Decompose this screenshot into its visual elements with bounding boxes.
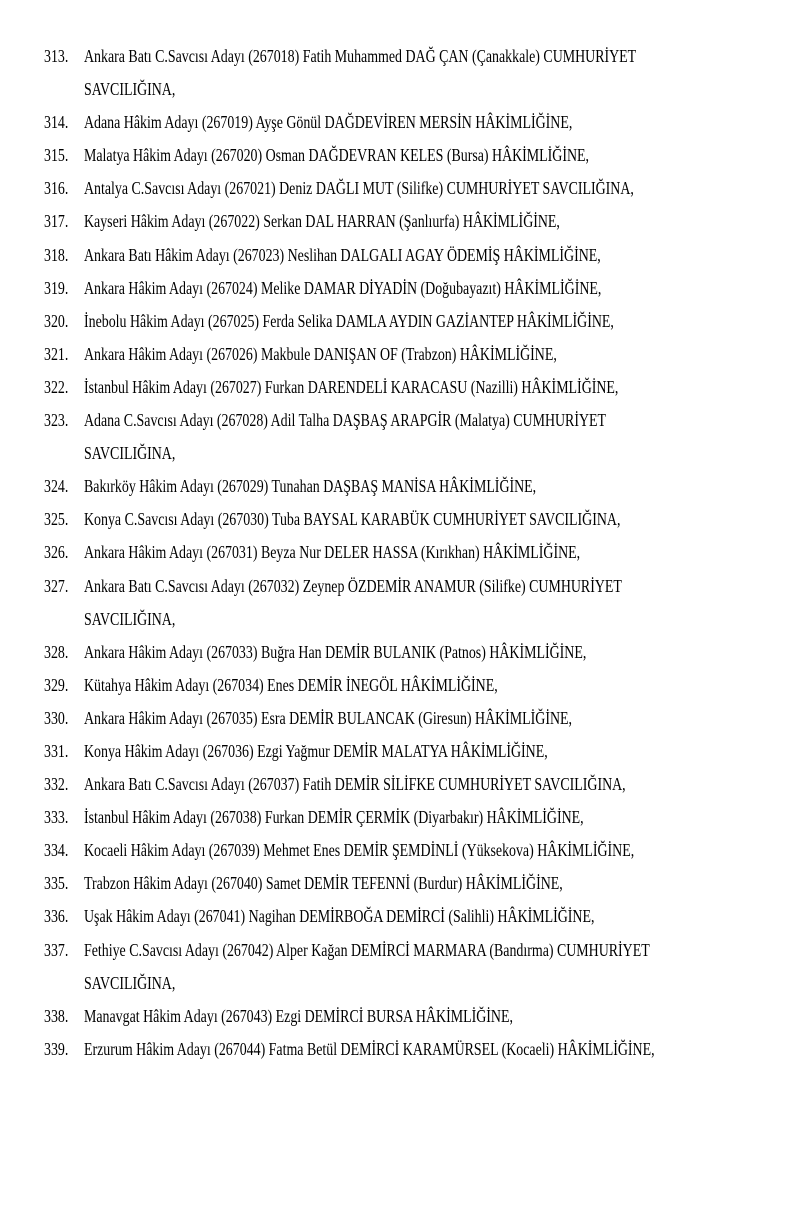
list-item-number: 326. bbox=[44, 542, 69, 563]
list-item bbox=[0, 873, 798, 893]
list-item bbox=[0, 940, 798, 993]
list-item bbox=[0, 542, 798, 562]
list-item bbox=[0, 708, 798, 728]
list-item-text: Konya C.Savcısı Adayı (267030) Tuba BAYSAL KARABÜK CUMHURİYET SAVCILIĞINA, bbox=[84, 509, 621, 530]
list-item-text: Bakırköy Hâkim Adayı (267029) Tunahan DAŞBAŞ MANİSA HÂKİMLİĞİNE, bbox=[84, 476, 537, 497]
list-item-text: Kayseri Hâkim Adayı (267022) Serkan DAL HARRAN (Şanlıurfa) HÂKİMLİĞİNE, bbox=[84, 211, 560, 232]
list-item-text: Ankara Hâkim Adayı (267031) Beyza Nur DELER HASSA (Kırıkhan) HÂKİMLİĞİNE, bbox=[84, 542, 581, 563]
list-item-text: Ankara Batı C.Savcısı Adayı (267032) Zeynep ÖZDEMİR ANAMUR (Silifke) CUMHURİYET bbox=[84, 575, 622, 596]
list-item-number: 336. bbox=[44, 906, 69, 927]
list-item-number: 318. bbox=[44, 244, 69, 265]
list-item bbox=[0, 476, 798, 496]
list-item-number: 331. bbox=[44, 740, 69, 761]
list-item-number: 338. bbox=[44, 1005, 69, 1026]
list-item-number: 315. bbox=[44, 145, 69, 166]
list-item-text-continuation: SAVCILIĞINA, bbox=[84, 79, 176, 100]
list-item-text-continuation: SAVCILIĞINA, bbox=[84, 608, 176, 629]
list-item-number: 333. bbox=[44, 807, 69, 828]
list-item-text: Ankara Batı C.Savcısı Adayı (267037) Fatih DEMİR SİLİFKE CUMHURİYET SAVCILIĞINA, bbox=[84, 774, 626, 795]
list-item-number: 337. bbox=[44, 939, 69, 960]
list-item-text: Kütahya Hâkim Adayı (267034) Enes DEMİR İNEGÖL HÂKİMLİĞİNE, bbox=[84, 674, 498, 695]
list-item bbox=[0, 112, 798, 132]
list-item-number: 314. bbox=[44, 112, 69, 133]
list-item-number: 327. bbox=[44, 575, 69, 596]
list-item-number: 329. bbox=[44, 674, 69, 695]
list-item-number: 313. bbox=[44, 46, 69, 66]
list-item-text: Ankara Batı Hâkim Adayı (267023) Neslihan DALGALI AGAY ÖDEMİŞ HÂKİMLİĞİNE, bbox=[84, 244, 601, 265]
list-item-number: 332. bbox=[44, 774, 69, 795]
list-item-number: 325. bbox=[44, 509, 69, 530]
list-item-text: Ankara Hâkim Adayı (267024) Melike DAMAR DİYADİN (Doğubayazıt) HÂKİMLİĞİNE, bbox=[84, 277, 602, 298]
list-item-number: 321. bbox=[44, 343, 69, 364]
list-item bbox=[0, 576, 798, 629]
list-item bbox=[0, 774, 798, 794]
list-item-text: Ankara Hâkim Adayı (267033) Buğra Han DEMİR BULANIK (Patnos) HÂKİMLİĞİNE, bbox=[84, 641, 587, 662]
list-item-text: İstanbul Hâkim Adayı (267027) Furkan DARENDELİ KARACASU (Nazilli) HÂKİMLİĞİNE, bbox=[84, 376, 619, 397]
list-item bbox=[0, 211, 798, 231]
list-item bbox=[0, 377, 798, 397]
list-item-text: Adana Hâkim Adayı (267019) Ayşe Gönül DAĞDEVİREN MERSİN HÂKİMLİĞİNE, bbox=[84, 112, 573, 133]
list-item bbox=[0, 642, 798, 662]
list-item bbox=[0, 807, 798, 827]
list-item-number: 330. bbox=[44, 707, 69, 728]
list-item bbox=[0, 46, 798, 99]
list-item-number: 317. bbox=[44, 211, 69, 232]
list-item-number: 322. bbox=[44, 376, 69, 397]
list-item-number: 335. bbox=[44, 873, 69, 894]
list-item bbox=[0, 675, 798, 695]
list-item-text: İnebolu Hâkim Adayı (267025) Ferda Selika DAMLA AYDIN GAZİANTEP HÂKİMLİĞİNE, bbox=[84, 310, 614, 331]
list-item bbox=[0, 311, 798, 331]
list-item-text: İstanbul Hâkim Adayı (267038) Furkan DEMİR ÇERMİK (Diyarbakır) HÂKİMLİĞİNE, bbox=[84, 807, 584, 828]
list-item bbox=[0, 145, 798, 165]
list-item-number: 339. bbox=[44, 1038, 69, 1059]
list-item-number: 316. bbox=[44, 178, 69, 199]
list-item-text: Ankara Batı C.Savcısı Adayı (267018) Fatih Muhammed DAĞ ÇAN (Çanakkale) CUMHURİYET bbox=[84, 46, 637, 66]
list-item bbox=[0, 1039, 798, 1059]
list-item-text: Konya Hâkim Adayı (267036) Ezgi Yağmur DEMİR MALATYA HÂKİMLİĞİNE, bbox=[84, 740, 548, 761]
list-item bbox=[0, 509, 798, 529]
list-item-text: Fethiye C.Savcısı Adayı (267042) Alper Kağan DEMİRCİ MARMARA (Bandırma) CUMHURİYET bbox=[84, 939, 650, 960]
list-item-number: 328. bbox=[44, 641, 69, 662]
list-item-text: Malatya Hâkim Adayı (267020) Osman DAĞDEVRAN KELES (Bursa) HÂKİMLİĞİNE, bbox=[84, 145, 590, 166]
list-item-text-continuation: SAVCILIĞINA, bbox=[84, 443, 176, 464]
list-item-number: 319. bbox=[44, 277, 69, 298]
list-item bbox=[0, 906, 798, 926]
list-item-number: 324. bbox=[44, 476, 69, 497]
list-item bbox=[0, 278, 798, 298]
list-item bbox=[0, 344, 798, 364]
list-item-text: Antalya C.Savcısı Adayı (267021) Deniz DAĞLI MUT (Silifke) CUMHURİYET SAVCILIĞINA, bbox=[84, 178, 634, 199]
list-item bbox=[0, 840, 798, 860]
appointment-list bbox=[0, 46, 798, 1072]
list-item-number: 334. bbox=[44, 840, 69, 861]
list-item-text: Trabzon Hâkim Adayı (267040) Samet DEMİR TEFENNİ (Burdur) HÂKİMLİĞİNE, bbox=[84, 873, 563, 894]
list-item-number: 320. bbox=[44, 310, 69, 331]
list-item-number: 323. bbox=[44, 410, 69, 431]
list-item-text-continuation: SAVCILIĞINA, bbox=[84, 972, 176, 993]
list-item bbox=[0, 1006, 798, 1026]
list-item bbox=[0, 741, 798, 761]
list-item-text: Erzurum Hâkim Adayı (267044) Fatma Betül DEMİRCİ KARAMÜRSEL (Kocaeli) HÂKİMLİĞİNE, bbox=[84, 1038, 655, 1059]
list-item-text: Manavgat Hâkim Adayı (267043) Ezgi DEMİRCİ BURSA HÂKİMLİĞİNE, bbox=[84, 1005, 513, 1026]
list-item-text: Adana C.Savcısı Adayı (267028) Adil Talha DAŞBAŞ ARAPGİR (Malatya) CUMHURİYET bbox=[84, 410, 607, 431]
list-item-text: Ankara Hâkim Adayı (267035) Esra DEMİR BULANCAK (Giresun) HÂKİMLİĞİNE, bbox=[84, 707, 573, 728]
list-item-text: Uşak Hâkim Adayı (267041) Nagihan DEMİRBOĞA DEMİRCİ (Salihli) HÂKİMLİĞİNE, bbox=[84, 906, 595, 927]
list-item bbox=[0, 178, 798, 198]
list-item-text: Kocaeli Hâkim Adayı (267039) Mehmet Enes DEMİR ŞEMDİNLİ (Yüksekova) HÂKİMLİĞİNE, bbox=[84, 840, 635, 861]
list-item-text: Ankara Hâkim Adayı (267026) Makbule DANIŞAN OF (Trabzon) HÂKİMLİĞİNE, bbox=[84, 343, 557, 364]
list-item bbox=[0, 410, 798, 463]
list-item bbox=[0, 245, 798, 265]
